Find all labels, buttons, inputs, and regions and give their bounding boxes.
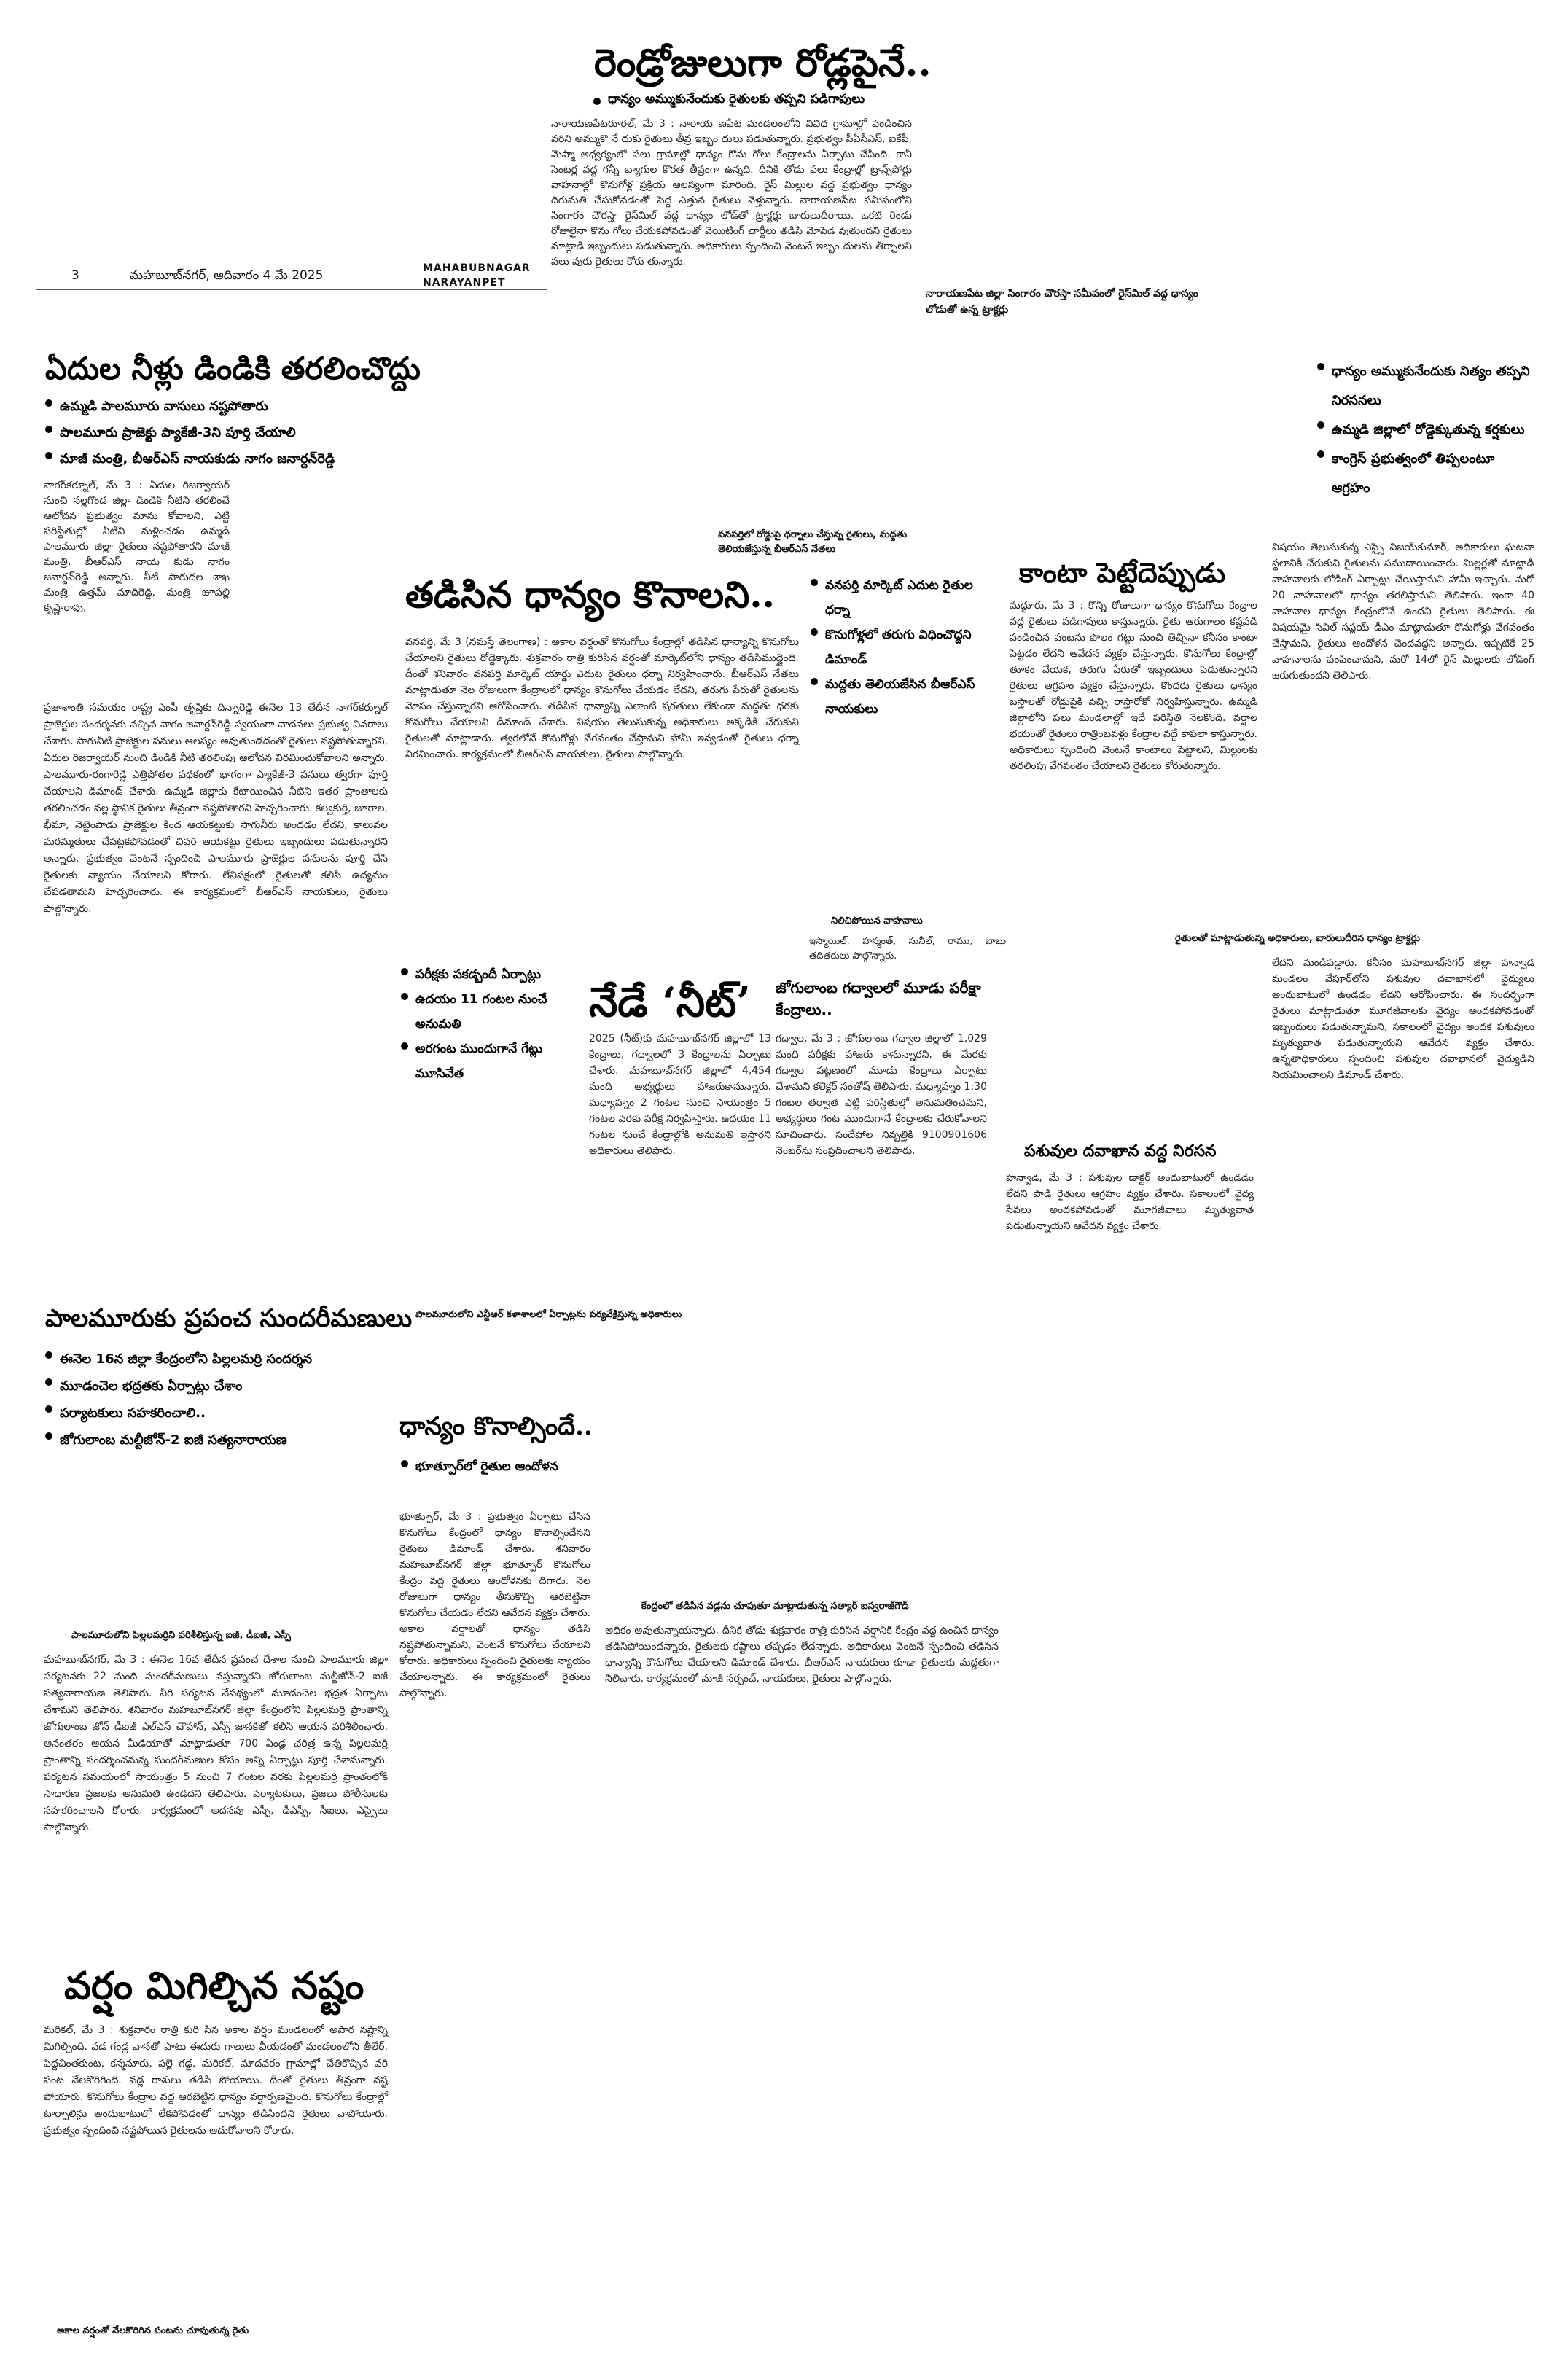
story6-body-left: మద్దూరు, మే 3 : కొన్ని రోజులుగా ధాన్యం కొనుగోలు కేంద్రాల వద్ద రైతులు పడిగాపులు కాస్తున్నారు. రైతు ఆరుగాలం కష్టపడి పండించిన పంటను పొలం గట్టు నుంచి తెచ్చినా కనీసం కాంటా పెట్టడం లేదని ఆవేదన వ్యక్తం చేస్తున్నారు. కొనుగోలు కేంద్రాల్లో తూకం వేయక, తరుగు పేరుతో ఇబ్బందులు పెడుతున్నారని రైతులు ఆగ్రహం వ్యక్తం చేస్తున్నారు. కొందరు రైతులు ధాన్యం బస్తాలతో రోడ్డుపైకి వచ్చి రాస్తారోకో నిర్వహిస్తున్నారు. ఉమ్మడి జిల్లాలోని పలు మండలాల్లో ఇదే పరిస్థితి నెలకొంది. వర్షాల భయంతో రైతులు రాత్రింబవళ్లు కేంద్రాల వద్దే కాపలా కాస్తున్నారు. అధికారులు స్పందించి వెంటనే కాంటాలు పెట్టాలని, మిల్లులకు తరలింపు వేగవంతం చేయాలని రైతులు కోరుతున్నారు. (1010, 600, 1257, 772)
story5-bullet-3: మద్దతు తెలియజేసిన బీఆర్‌ఎస్ నాయకులు (809, 672, 999, 722)
story7-bullet-1: పరీక్షకు పకడ్బందీ ఏర్పాట్లు (399, 962, 574, 987)
story5-bullets (809, 573, 999, 722)
story4-photo-caption: అకాల వర్షంతో నేలకొరిగిన పంటను చూపుతున్న రైతు (57, 2325, 249, 2336)
story8-bullets (399, 1454, 560, 1479)
story4-body: మరికల్, మే 3 : శుక్రవారం రాత్రి కురి సిన అకాల వర్షం మండలంలో అపార నష్టాన్ని మిగిల్చింది. వడ గండ్ల వానతో పాటు ఈదురు గాలులు వీయడంతో మండలంలోని తీలేర్, పెద్దచింతకుంట, కన్మనూరు, పల్లె గడ్డ, మరికల్, మాదవరం గ్రామాల్లో చేతికొచ్చిన వరి పంట నేలకొరిగింది. వడ్ల రాశులు తడిసి పోయాయి. దీంతో రైతులు తీవ్రంగా నష్ట పోయారు. కొనుగోలు కేంద్రాల వద్ద ఆరబెట్టిన ధాన్యం వర్షార్పణమైంది. కొనుగోలు కేంద్రాల్లో టార్పాలిన్లు అందుబాటులో లేకపోవడంతో ధాన్యం తడిసిందని రైతులు వాపోయారు. ప్రభుత్వం స్పందించి నష్టపోయిన రైతులను ఆదుకోవాలని కోరారు. (44, 2024, 388, 2137)
story7-side-headline: జోగులాంబ గద్వాలలో మూడు పరీక్షా కేంద్రాలు.. (776, 979, 981, 1018)
edition-line-2: NARAYANPET (423, 277, 506, 289)
story4-photo (44, 2247, 394, 2327)
story7-headline: నేడే ‘నీట్’ (589, 978, 751, 1026)
story2-bullet-2: పాలమూరు ప్రాజెక్టు ప్యాకేజీ-3ని పూర్తి చేయాలి (44, 420, 423, 446)
story7-photo-caption: పాలమూరులోని ఎన్టీఆర్ కళాశాలలో ఏర్పాట్లను పర్యవేక్షిస్తున్న అధికారులు (415, 1309, 682, 1320)
story3-photo (44, 1465, 394, 1627)
edition-line-1: MAHABUBNAGAR (423, 262, 531, 274)
story6-body-right: విషయం తెలుసుకున్న ఎస్సై విజయ్‌కుమార్, అధికారులు ఘటనా స్థలానికి చేరుకుని రైతులను సముదాయించారు. మిల్లర్లతో మాట్లాడి వాహనాలకు లోడింగ్ ఏర్పాట్లు చేయిస్తామని హామీ ఇచ్చారు. మరో 20 వాహనాలలో ధాన్యం తరలిస్తామని తెలిపారు. ఇంకా 40 వాహనాల ధాన్యం కేంద్రంలోనే ఉందని రైతులు తెలిపారు. ఈ విషయమై సివిల్ సప్లయ్ డీఎం మాట్లాడుతూ కొనుగోళ్లు వేగవంతం చేస్తామని, రైతులు ఆందోళన చెందవద్దని అన్నారు. ఇప్పటికే 25 వాహనాలను పంపించామని, మరో 14లో రైస్ మిల్లులకు లోడింగ్ జరుగుతుందని తెలిపారు. (1272, 542, 1534, 682)
story6-photo-caption: రైతులతో మాట్లాడుతున్న అధికారులు, బారులుదీరిన ధాన్యం ట్రాక్టర్లు (1175, 933, 1420, 944)
story1-headline: రెండ్రోజులుగా రోడ్లపైనే.. (594, 41, 932, 85)
story7-photo (399, 1152, 778, 1305)
story3-body: మహబూబ్‌నగర్, మే 3 : ఈనెల 16వ తేదీన ప్రపంచ దేశాల నుంచి పాలమూరు జిల్లా పర్యటనకు 22 మంది సుందరీమణులు వస్తున్నారని జోగులాంబ మల్టీజోన్-2 ఐజీ సత్యనారాయణ తెలిపారు. వీరి పర్యటన నేపథ్యంలో మూడంచెల భద్రత ఏర్పాటు చేశామని తెలిపారు. శనివారం మహబూబ్‌నగర్ జిల్లా కేంద్రంలోని పిల్లలమర్రి ప్రాంతాన్ని జోగులాంబ జోన్ డీఐజీ ఎల్‌ఎస్ చౌహాన్, ఎస్పీ జానకితో కలిసి ఆయన పరిశీలించారు. అనంతరం ఆయన మీడియాతో మాట్లాడుతూ 700 ఏండ్ల చరిత్ర ఉన్న పిల్లలమర్రి ప్రాంతాన్ని సందర్శించనున్న సుందరీమణుల కోసం అన్ని ఏర్పాట్లు పూర్తి చేశామన్నారు. పర్యటన సమయంలో సాయంత్రం 5 నుంచి 7 గంటల వరకు పిల్లలమర్రి ప్రాంతంలోకి సాధారణ ప్రజలకు అనుమతి ఉండదని తెలిపారు. పర్యాటకులు, ప్రజలు పోలీసులకు సహకరించాలని కోరారు. కార్యక్రమంలో అదనపు ఎస్పీ, డీఎస్పీ, సీఐలు, ఎస్సైలు పాల్గొన్నారు. (44, 1654, 388, 1833)
dateline: మహబూబ్‌నగర్, ఆదివారం 4 మే 2025 (130, 268, 324, 283)
story1-photo (924, 109, 1187, 283)
story7-bullets (399, 962, 574, 1086)
story1-bullet: ధాన్యం అమ్ముకునేందుకు రైతులకు తప్పని పడిగాపులు (592, 92, 1117, 109)
story8-photo (576, 1414, 999, 1596)
story5-kicker: వనపర్తిలో రోడ్డుపై ధర్నాలు చేస్తున్న రైతులు, మద్దతు తెలియజేస్తున్న బీఆర్‌ఎస్ నేతలు (718, 529, 908, 555)
story3-bullet-4: జోగులాంబ మల్టీజోన్-2 ఐజీ సత్యనారాయణ (44, 1427, 423, 1454)
story6-headline: కాంటా పెట్టేదెప్పుడు (1019, 556, 1226, 589)
story1-photo-caption: నారాయణపేట జిల్లా సింగారం చౌరస్తా సమీపంలో రైస్‌మిల్ వద్ద ధాన్యం లోడుతో ఉన్న ట్రాక్టర్లు (926, 288, 1198, 316)
story5-body: వనపర్తి, మే 3 (నమస్తే తెలంగాణ) : అకాల వర్షంతో కొనుగోలు కేంద్రాల్లో తడిసిన ధాన్యాన్ని కొనుగోలు చేయాలని రైతులు రోడ్డెక్కారు. శుక్రవారం రాత్రి కురిసిన వర్షంతో మార్కెట్‌లోని ధాన్యం తడిసిముద్దైంది. దీంతో శనివారం వనపర్తి మార్కెట్ యార్డు ఎదుట రైతులు ధర్నా నిర్వహించారు. బీఆర్‌ఎస్ నేతలు మాట్లాడుతూ నెల రోజులుగా కేంద్రాలలో ధాన్యం కొనుగోలు చేయడం లేదని, తరుగు పేరుతో రైతులను మోసం చేస్తున్నారని ఆరోపించారు. తడిసిన ధాన్యాన్ని ఎలాంటి షరతులు లేకుండా మద్దతు ధరకు కొనుగోలు చేయాలని డిమాండ్ చేశారు. విషయం తెలుసుకున్న అధికారులు అక్కడికి చేరుకుని రైతులతో మాట్లాడారు. త్వరలోనే కొనుగోళ్లు వేగవంతం చేస్తామని హామీ ఇవ్వడంతో రైతులు ధర్నా విరమించారు. కార్యక్రమంలో బీఆర్‌ఎస్ నాయకులు, రైతులు పాల్గొన్నారు. (405, 636, 799, 760)
story5-bullet-1: వనపర్తి మార్కెట్ ఎదుట రైతుల ధర్నా (809, 573, 999, 623)
story1-body: నారాయణపేటరూరల్, మే 3 : నారాయ ణపేట మండలంలోని వివిధ గ్రామాల్లో పండించిన వరిని అమ్ముకొ నే దుకు రైతులు తీవ్ర ఇబ్బం దులు పడుతున్నారు. ప్రభుత్వం పీఏసీఎస్, ఐకేపీ, మెప్మా ఆధ్వర్యంలో పలు గ్రామాల్లో ధాన్యం కొను గోలు కేంద్రాలను ఏర్పాటు చేసింది. కానీ సెంటర్ల వద్ద గన్నీ బ్యాగుల కొరత తీవ్రంగా ఉన్నది. దీనికి తోడు పలు కేంద్రాల్లో ట్రాన్స్‌పోర్టు వాహనాల్లో కొనుగోళ్ల ప్రక్రియ ఆలస్యంగా మారింది. రైస్ మిల్లుల వద్ద ప్రభుత్వం ధాన్యం దిగుమతి చేసుకోవడంతో పెద్ద ఎత్తున రైతులు వెళ్తున్నారు. నారాయణపేట సమీపంలోని సింగారం చౌరస్తా రైస్‌మిల్ వద్ద ధాన్యం లోడ్‌తో ట్రాక్టర్లు బారులుదీరాయి. ఒకటి రెండు రోజులైనా కొను గోలు చేయకపోవడంతో వెయిటింగ్ చార్జీలు తడిసి మోపెడ వుతుందని రైతులు మాట్లాడి ఇబ్బందులు పడుతున్నారు. అధికారులు స్పందించి వెంటనే ఇబ్బం దులను తీర్చాలని పలు వురు రైతులు కోరు తున్నారు. (551, 118, 912, 268)
story8-headline: ధాన్యం కొనాల్సిందే.. (399, 1412, 593, 1441)
story5-headline: తడిసిన ధాన్యం కొనాలని.. (405, 573, 776, 616)
story2-body: ప్రజాశాంతి సమయం రాష్ట్ర ఎంపీ తృప్తికు దిన్నారెడ్డి ఈనెల 13 తేదీన నాగర్‌కర్నూల్ ప్రాజెక్టుల సందర్శనకు వచ్చిన నాగం జనార్దన్‌రెడ్డి స్వయంగా వాదనలు ప్రభుత్వ వివరాలు చేశారు. సాగునీటి ప్రాజెక్టుల పనులు ఆలస్యం అవుతుండడంతో రైతులు నష్టపోతున్నారని, ఏదుల రిజర్వాయర్ నుంచి డిండికి నీటి తరలింపు ఆలోచన విరమించుకోవాలని అన్నారు. పాలమూరు-రంగారెడ్డి ఎత్తిపోతల పథకంలో భాగంగా ప్యాకేజీ-3 పనులు త్వరగా పూర్తి చేయాలని డిమాండ్ చేశారు. ఉమ్మడి జిల్లాకు కేటాయించిన నీటిని ఇతర ప్రాంతాలకు తరలించడం వల్ల స్థానిక రైతులు తీవ్రంగా నష్టపోతారని హెచ్చరించారు. కల్వకుర్తి, జూరాల, భీమా, నెట్టెంపాడు ప్రాజెక్టుల కింద ఆయకట్టుకు సాగునీరు అందడం లేదని, కాలువల మరమ్మతులు చేపట్టకపోవడంతో చివరి ఆయకట్టు రైతులు ఇబ్బందులు పడుతున్నారని అన్నారు. ప్రభుత్వం వెంటనే స్పందించి పాలమూరు ప్రాజెక్టుల పనులను పూర్తి చేసి రైతులకు న్యాయం చేయాలని కోరారు. లేనిపక్షంలో రైతులతో కలిసి ఉద్యమం చేపడతామని హెచ్చరించారు. ఈ కార్యక్రమంలో బీఆర్‌ఎస్ నాయకులు, రైతులు పాల్గొన్నారు. (44, 702, 388, 915)
story8-body-right: అధికం అవుతున్నాయన్నారు. దీనికి తోడు శుక్రవారం రాత్రి కురిసిన వర్షానికి కేంద్రం వద్ద ఉంచిన ధాన్యం తడిసిపోయిందన్నారు. రైతులకు కష్టాలు తప్పడం లేదన్నారు. అధికారులు వెంటనే స్పందించి తడిసిన ధాన్యాన్ని కొనుగోలు చేయాలని డిమాండ్ చేశారు. బీఆర్‌ఎస్ నాయకులు కూడా రైతులకు మద్దతుగా నిలిచారు. కార్యక్రమంలో మాజీ సర్పంచ్, నాయకులు, రైతులు పాల్గొన్నారు. (605, 1625, 999, 1685)
story5-names: ఇస్మాయిల్, హన్మంత్, సునీల్, రాము, బాబు తదితరులు పాల్గొన్నారు. (809, 936, 1006, 961)
story9-body: హన్వాడ, మే 3 : పశువుల డాక్టర్ అందుబాటులో ఉండడం లేదని పాడి రైతులు ఆగ్రహం వ్యక్తం చేశారు. సకాలంలో వైద్య సేవలు అందకపోవడంతో మూగజీవాలు మృత్యువాత పడుతున్నాయని ఆవేదన వ్యక్తం చేశారు. (1006, 1172, 1254, 1232)
story6-bullet-1: ధాన్యం అమ్ముకునేందుకు నిత్యం తప్పని నిరసనలు (1316, 357, 1534, 415)
story5-bullet-2: కొనుగోళ్లలో తరుగు విధించొద్దని డిమాండ్ (809, 623, 999, 672)
story5-photo-caption: నిలిచిపోయిన వాహనాలు (831, 916, 923, 926)
story6-body-lower: లేదని మండిపడ్డారు. కనీసం మహబూబ్‌నగర్ జిల్లా హన్వాడ మండలం వేపూర్‌లోని పశువుల దవాఖానలో వైద్యులు అందుబాటులో ఉండడం లేదని ఆరోపించారు. ఈ సందర్భంగా రైతులు మాట్లాడుతూ మూగజీవాలకు వైద్యం అందకపోవడంతో ఇబ్బందులు పడుతున్నామని, సకాలంలో వైద్యం అందక పశువులు మృత్యువాత పడుతున్నాయని ఆవేదన వ్యక్తం చేశారు. ఉన్నతాధికారులు స్పందించి పశువుల దవాఖానలో వైద్యుడిని నియమించాలని డిమాండ్ చేశారు. (1272, 957, 1534, 1081)
story4-headline: వర్షం మిగిల్చిన నష్టం (64, 1964, 364, 2008)
story2-headline: ఏదుల నీళ్లు డిండికి తరలించొద్దు (45, 351, 421, 386)
story3-bullet-1: ఈనెల 16న జిల్లా కేంద్రంలోని పిల్లలమర్రి సందర్శన (44, 1346, 423, 1373)
story3-bullets (44, 1346, 423, 1454)
story6-bullet-2: ఉమ్మడి జిల్లాలో రోడ్డెక్కుతున్న కర్షకులు (1316, 415, 1534, 445)
page-number: 3 (71, 268, 79, 283)
story3-bullet-3: పర్యాటకులు సహకరించాలి.. (44, 1400, 423, 1427)
story3-photo-caption: పాలమూరులోని పిల్లలమర్రిని పరిశీలిస్తున్న ఐజీ, డీఐజీ, ఎస్పీ (71, 1630, 292, 1641)
story2-bullets (44, 394, 423, 472)
story5-photo (802, 736, 999, 911)
story8-body: భూత్పూర్, మే 3 : ప్రభుత్వం ఏర్పాటు చేసిన కొనుగోలు కేంద్రంలో ధాన్యం కొనాల్సిందేనని రైతులు డిమాండ్ చేశారు. శనివారం మహబూబ్‌నగర్ జిల్లా భూత్పూర్ కొనుగోలు కేంద్రం వద్ద రైతులు ఆందోళనకు దిగారు. నెల రోజులుగా ధాన్యం తీసుకొచ్చి ఆరబెట్టినా కొనుగోలు చేయడం లేదని ఆవేదన వ్యక్తం చేశారు. అకాల వర్షాలతో ధాన్యం తడిసి నష్టపోతున్నామని, వెంటనే కొనుగోలు చేయాలని కోరారు. అధికారులు స్పందించి రైతులకు న్యాయం చేయాలన్నారు. ఈ కార్యక్రమంలో రైతులు పాల్గొన్నారు. (399, 1511, 590, 1699)
story2-bullet-3: మాజీ మంత్రి, బీఆర్‌ఎస్ నాయకుడు నాగం జనార్దన్‌రెడ్డి (44, 446, 423, 472)
story6-bullets (1316, 357, 1534, 503)
story7-side-body: గద్వాల, మే 3 : జోగులాంబ గద్వాల జిల్లాలో 1,029 మంది పరీక్షకు హాజరు కానున్నారని, ఈ మేరకు గద్వాల పట్టణంలో మూడు కేంద్రాలు ఏర్పాటు చేశామని కలెక్టర్ సంతోష్ తెలిపారు. మధ్యాహ్నం 1:30 గంటల తర్వాత ఎట్టి పరిస్థితుల్లో అనుమతించమని, అభ్యర్థులు గంట ముందుగానే కేంద్రాలకు చేరుకోవాలని సూచించారు. సందేహాల నివృత్తికి 9100901606 నెంబర్‌ను సంప్రదించాలని తెలిపారు. (776, 1033, 987, 1157)
story9-headline: పశువుల దవాఖాన వద్ద నిరసన (1024, 1142, 1217, 1160)
story8-bullet: భూత్పూర్‌లో రైతుల ఆందోళన (399, 1454, 560, 1479)
story2-bullet-1: ఉమ్మడి పాలమూరు వాసులు నష్టపోతారు (44, 394, 423, 420)
story7-bullet-2: ఉదయం 11 గంటల నుంచే అనుమతి (399, 987, 574, 1037)
story2-body-lead: నాగర్‌కర్నూల్, మే 3 : ఏదుల రిజర్వాయర్ నుంచి నల్లగొండ జిల్లా డిండికి నీటిని తరలించే ఆలోచన ప్రభుత్వం మాను కోవాలని, ఎట్టి పరిస్థితుల్లో నీటిని మళ్లించడం ఉమ్మడి పాలమూరు జిల్లా రైతులు నష్టపోతారని మాజీ మంత్రి, బీఆర్‌ఎస్ నాయ కుడు నాగం జనార్దన్‌రెడ్డి అన్నారు. నీటి పారుదల శాఖ మంత్రి ఉత్తమ్ మాదిరెడ్డి, మంత్రి జూపల్లి కృష్ణారావు, (44, 480, 230, 614)
story3-headline: పాలమూరుకు ప్రపంచ సుందరీమణులు (45, 1304, 413, 1333)
story7-body: 2025 (నీట్)కు మహబూబ్‌నగర్ జిల్లాలో 13 కేంద్రాలు, గద్వాలలో 3 కేంద్రాలను ఏర్పాటు చేశారు. మహబూబ్‌నగర్ జిల్లాలో 4,454 మంది అభ్యర్థులు హాజరుకానున్నారు. మధ్యాహ్నం 2 గంటల నుంచి సాయంత్రం 5 గంటల వరకు పరీక్ష నిర్వహిస్తారు. ఉదయం 11 గంటల నుంచే కేంద్రాల్లోకి అనుమతి ఇస్తారని అధికారులు తెలిపారు. (589, 1033, 771, 1157)
edition-label (423, 261, 531, 290)
story3-bullet-2: మూడంచెల భద్రతకు ఏర్పాట్లు చేశాం (44, 1373, 423, 1400)
story7-bullet-3: అరగంట ముందుగానే గేట్లు మూసివేత (399, 1037, 574, 1086)
story2-photo (241, 478, 390, 697)
story1-bullets (592, 92, 1117, 109)
story6-photo (1272, 773, 1534, 926)
story6-bullet-3: కాంగ్రెస్ ప్రభుత్వంలో తిప్పలంటూ ఆగ్రహం (1316, 445, 1534, 503)
story8-photo-caption: కేంద్రంలో తడిసిన వడ్లను చూపుతూ మాట్లాడుతున్న సత్యార్ బస్వరాజ్‌గౌడ్ (641, 1601, 909, 1612)
